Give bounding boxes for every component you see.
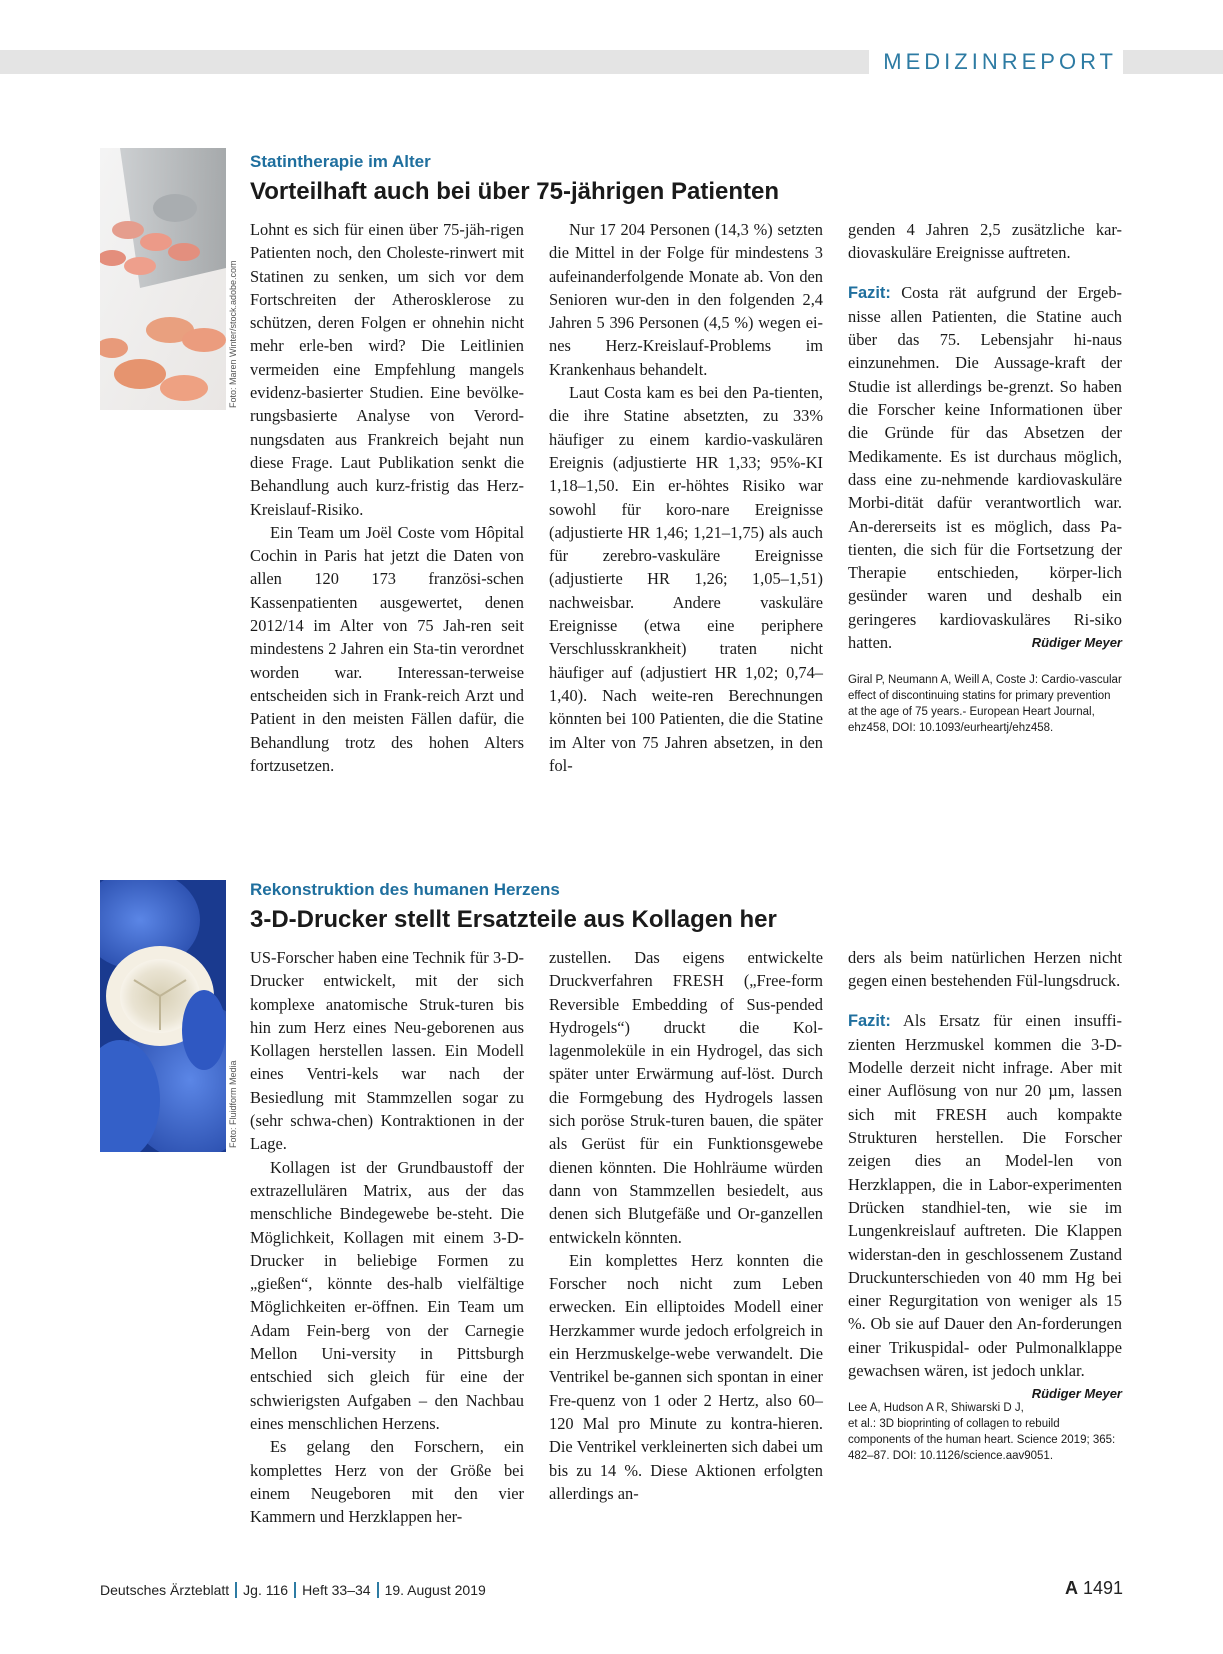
article2-column-1	[250, 946, 524, 1528]
journal-name: Deutsches Ärzteblatt	[100, 1582, 230, 1598]
article1-headline: Vorteilhaft auch bei über 75-jährigen Patienten	[250, 178, 779, 205]
photo-credit: Foto: Fluidform Media	[228, 1060, 238, 1148]
paragraph: zustellen. Das eigens entwickelte Druckverfahren FRESH („Free-form Reversible Embedding of Sus-pended Hydrogels“) druckt die Kol-lagenmoleküle in ein Hydrogel, das sich später unter Erwärmung auf-löst. Durch die Formgebung des Hydrogels lassen sich poröse Struk-turen bauen, die später als Gerüst für ein Funktionsgewebe dienen könnten. Die Hohlräume würden dann von Stammzellen besiedelt, aus denen sich Blutgefäße und Or-ganzellen entwickeln könnten.	[549, 948, 823, 1247]
article2-kicker: Rekonstruktion des humanen Herzens	[250, 880, 560, 899]
fazit-text: Als Ersatz für einen insuffi-zienten Herzmuskel kommen die 3-D-Modelle derzeit nicht infrage. Aber mit einer Auflösung von nur 20 µm, lassen sich mit FRESH auch kompakte Strukturen herstellen. Die Forscher zeigen dies an Model-len von Herzklappen, die in Labor-experimenten Drücken standhiel-ten, wie sie im Lungenkreislauf auftreten. Die Klappen widerstan-den in geschlossenem Zustand Druckunterschieden von 40 mm Hg bei einer Regurgitation von weniger als 15 %. Ob sie auf Dauer den An-forderungen einer Trikuspidal- oder Pulmonalklappe gewachsen wären, ist jedoch unklar.	[848, 1010, 1122, 1381]
paragraph: Es gelang den Forschern, ein komplettes Herz von der Größe bei einem Neugeboren mit den vier Kammern und Herzklappen her-	[250, 1437, 524, 1527]
statin-pills-photo	[100, 148, 226, 410]
paragraph: genden 4 Jahren 2,5 zusätzliche kar-diovaskuläre Ereignisse auftreten.	[848, 220, 1122, 263]
article1-kicker: Statintherapie im Alter	[250, 152, 431, 171]
issue-date: 19. August 2019	[384, 1582, 486, 1598]
paragraph: Laut Costa kam es bei den Pa-tienten, die ihre Statine absetzten, zu 33% häufiger zu einem kardio-vaskulären Ereignis (adjustierte HR 1,33; 95%-KI 1,18–1,50. Ein er-höhtes Risiko war sowohl für koro-nare Ereignisse (adjustierte HR 1,46; 1,21–1,75) als auch für zerebro-vaskuläre Ereignisse (adjustierte HR 1,26; 1,05–1,51) nachweisbar. Andere vaskuläre Ereignisse (etwa eine periphere Verschlusskrankheit) traten nicht häufiger auf (adjustiert HR 1,02; 0,74– 1,40). Nach weite-ren Berechnungen könnten bei 100 Patienten, die die Statine im Alter von 75 Jahren absetzen, in den fol-	[549, 383, 823, 775]
paragraph: Ein Team um Joël Coste vom Hôpital Cochin in Paris hat jetzt die Daten von allen 120 173 französi-schen Kassenpatienten ausgewertet, denen 2012/14 im Alter von 75 Jah-ren seit mindestens 2 Jahren ein Sta-tin verordnet worden war. Interessan-terweise entscheiden sich in Frank-reich Arzt und Patient in den meisten Fällen dafür, die Behandlung trotz des hohen Alters fortzusetzen.	[250, 522, 524, 775]
issue: Heft 33–34	[302, 1582, 371, 1598]
article1-column-2	[549, 218, 823, 777]
paragraph: ders als beim natürlichen Herzen nicht gegen einen bestehenden Fül-lungsdruck.	[848, 948, 1122, 991]
section-label: MEDIZINREPORT	[869, 48, 1123, 76]
fazit-label: Fazit:	[848, 283, 891, 302]
reference: Lee A, Hudson A R, Shiwarski D J, et al.: 3D bioprinting of collagen to rebuild components of the human heart. Science 2019; 365: 482–87. DOI: 10.1126/science.aav9051.	[848, 1402, 1116, 1463]
footer-separator	[235, 1582, 237, 1598]
article1-column-3	[848, 218, 1122, 736]
paragraph: US-Forscher haben eine Technik für 3-D-Drucker entwickelt, mit der sich komplexe anatomische Struk-turen bis hin zum Herz eines Neu-geborenen aus Kollagen herstellen lassen. Ein Modell eines Ventri-kels war nach der Besiedlung mit Stammzellen sogar zu (sehr schwa-chen) Kontraktionen in der Lage.	[250, 948, 524, 1154]
paragraph: Lohnt es sich für einen über 75-jäh-rigen Patienten noch, den Choleste-rinwert mit Statinen zu senken, um sich vor dem Fortschreiten der Atherosklerose zu schützen, deren Folgen er ohnehin nicht mehr erle-ben wird? Die Leitlinien vermeiden eine Empfehlung mangels evidenz-basierter Studien. Eine bevölke-rungsbasierte Analyse von Verord-nungsdaten aus Frankreich bejaht nun diese Frage. Laut Publikation senkt die Behandlung auch kurz-fristig das Herz-Kreislauf-Risiko.	[250, 220, 524, 519]
article2-column-2	[549, 946, 823, 1505]
paragraph: Ein komplettes Herz konnten die Forscher noch nicht zum Leben erwecken. Ein elliptoides Modell einer Herzkammer wurde jedoch erfolgreich in ein Herzmuskelge-webe verwandelt. Die Ventrikel be-gannen sich spontan in einer Fre-quenz von 1 oder 2 Hertz, also 60–120 Mal pro Minute zu kontra-hieren. Die Ventrikel verkleinerten sich dabei um bis zu 14 %. Diese Aktionen erfolgten allerdings an-	[549, 1250, 823, 1503]
reference: Giral P, Neumann A, Weill A, Coste J: Cardio-vascular effect of discontinuing statins for primary prevention at the age of 75 years.- European Heart Journal, ehz458, DOI: 10.1093/eurheartj/ehz458.	[848, 674, 1122, 735]
article2-column-3	[848, 946, 1122, 1464]
fazit-paragraph	[848, 281, 1122, 655]
page-number	[1065, 1578, 1123, 1599]
author: Rüdiger Meyer	[1031, 635, 1122, 651]
page-number-value: 1491	[1082, 1578, 1123, 1598]
photo-credit: Foto: Maren Winter/stock.adobe.com	[228, 260, 238, 408]
fazit-text: Costa rät aufgrund der Ergeb-nisse allen Patienten, die Statine auch über das 75. Lebensjahr hi-naus einzunehmen. Die Aussage-kraft der Studie ist allerdings be-grenzt. So haben die Forscher keine Informationen über die Gründe für das Absetzen der Medikamente. Es ist durchaus möglich, dass eine zu-nehmende kardiovaskuläre Morbi-dität dafür verantwortlich war. An-dererseits ist es möglich, dass Pa-tienten, die sich für die Fortsetzung der Therapie entschieden, körper-lich gesünder waren und deshalb ein geringeres kardiovaskuläres Ri-siko hatten.	[848, 282, 1122, 653]
footer-separator	[294, 1582, 296, 1598]
page-prefix: A	[1064, 1578, 1078, 1598]
volume: Jg. 116	[243, 1582, 289, 1598]
footer	[100, 1582, 486, 1598]
article2-headline: 3-D-Drucker stellt Ersatzteile aus Kollagen her	[250, 906, 777, 933]
paragraph: Nur 17 204 Personen (14,3 %) setzten die Mittel in der Folge für mindestens 3 aufeinanderfolgende Monate ab. Von den Senioren wur-den in den folgenden 2,4 Jahren 5 396 Personen (4,5 %) wegen ei-nes Herz-Kreislauf-Problems im Krankenhaus behandelt.	[549, 220, 823, 379]
paragraph: Kollagen ist der Grundbaustoff der extrazellulären Matrix, aus der das menschliche Bindegewebe be-steht. Die Möglichkeit, Kollagen mit einem 3-D-Drucker in beliebige Formen zu „gießen“, könnte des-halb vielfältige Möglichkeiten er-öffnen. Ein Team um Adam Fein-berg von der Carnegie Mellon Uni-versity in Pittsburgh entschied sich gleich für eine der schwierigsten Aufgaben – den Nachbau eines menschlichen Herzens.	[250, 1157, 524, 1433]
fazit-paragraph	[848, 1009, 1122, 1402]
author: Rüdiger Meyer	[1031, 1386, 1122, 1402]
article1-column-1	[250, 218, 524, 777]
heart-valve-photo	[100, 880, 226, 1152]
footer-separator	[377, 1582, 379, 1598]
fazit-label: Fazit:	[848, 1011, 891, 1030]
